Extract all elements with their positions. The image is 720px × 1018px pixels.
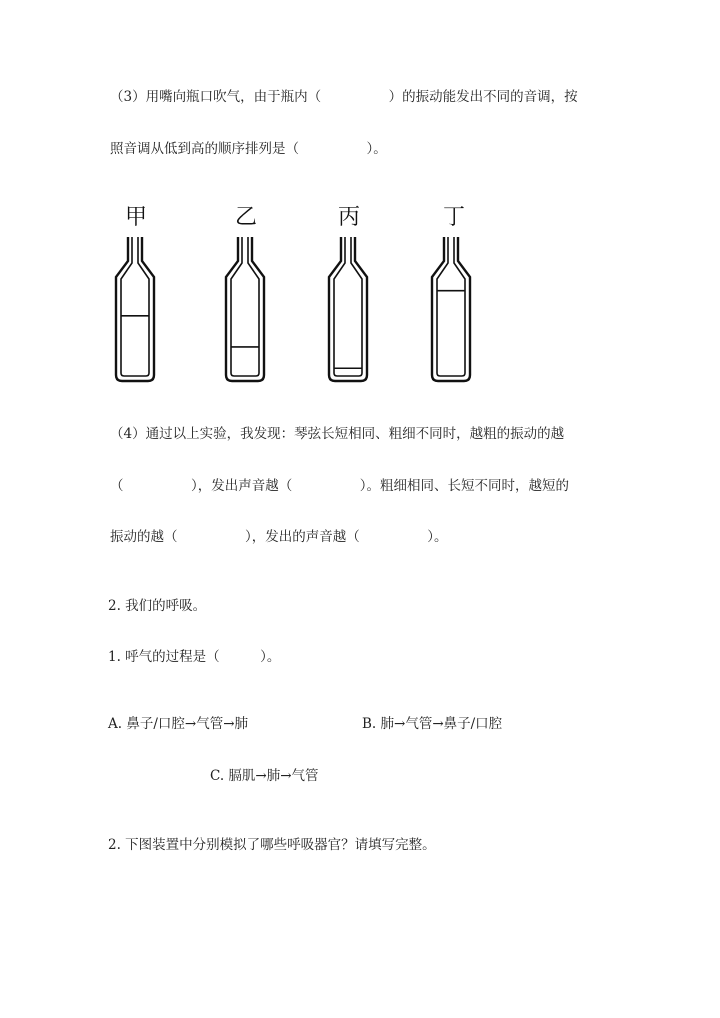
bottle-label-bing: 丙: [337, 205, 360, 230]
section-2-title: 2. 我们的呼吸。: [108, 598, 207, 614]
q4-line-2: （ ），发出声音越（ ）。粗细相同、长短不同时，越短的: [110, 478, 569, 494]
question-exhale: 1. 呼气的过程是（ ）。: [108, 649, 281, 665]
q3-line-2: 照音调从低到高的顺序排列是（ ）。: [110, 141, 387, 157]
bottle-figure: [100, 205, 480, 385]
bottle-bing: [323, 235, 373, 385]
bottle-yi: [220, 235, 270, 385]
option-a: A. 鼻子/口腔→气管→肺: [108, 716, 249, 732]
question-organs: 2. 下图装置中分别模拟了哪些呼吸器官？请填写完整。: [108, 837, 436, 853]
bottle-ding: [426, 235, 476, 385]
bottle-jia: [110, 235, 160, 385]
q3-line-1: （3）用嘴向瓶口吹气，由于瓶内（ ）的振动能发出不同的音调，按: [110, 89, 578, 105]
bottle-label-jia: 甲: [124, 205, 147, 230]
option-c: C. 膈肌→肺→气管: [210, 768, 319, 784]
bottle-label-yi: 乙: [234, 205, 257, 230]
option-b: B. 肺→气管→鼻子/口腔: [362, 716, 503, 732]
q4-line-3: 振动的越（ ），发出的声音越（ ）。: [110, 529, 448, 545]
q4-line-1: （4）通过以上实验，我发现：琴弦长短相同、粗细不同时，越粗的振动的越: [110, 426, 565, 442]
bottle-label-ding: 丁: [442, 205, 465, 230]
